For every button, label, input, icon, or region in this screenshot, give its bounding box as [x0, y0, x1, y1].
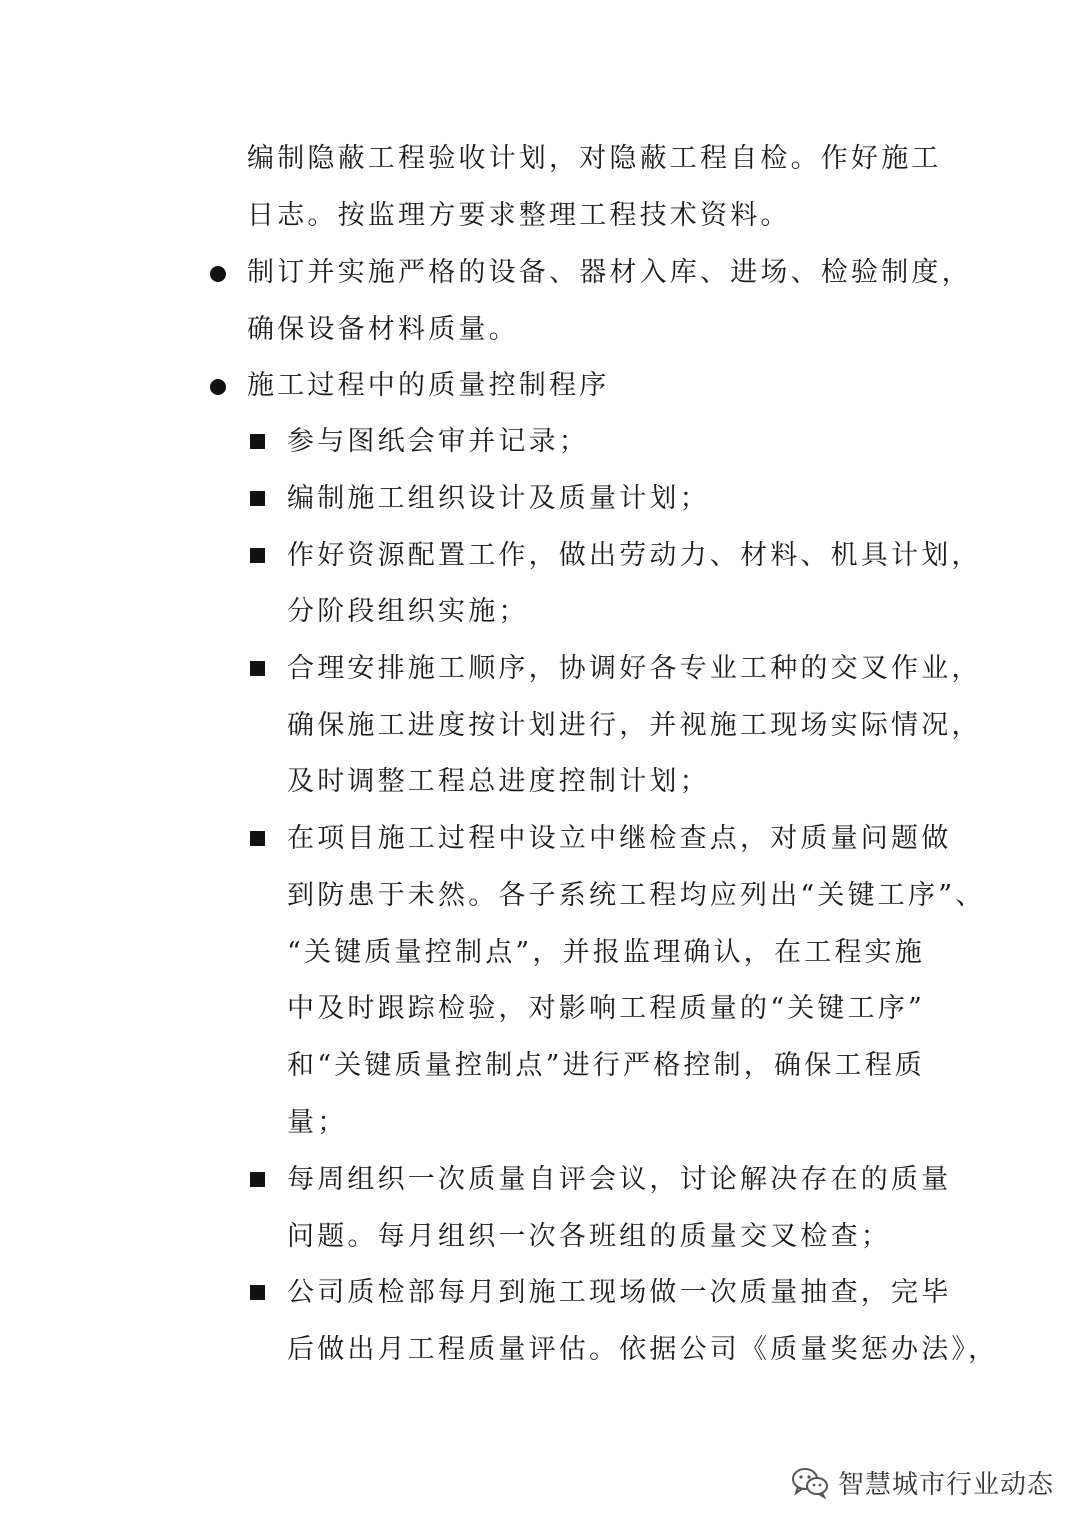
- circle-bullet-icon: [210, 379, 226, 395]
- text-line: 及时调整工程总进度控制计划；: [287, 766, 710, 797]
- text-line: 每周组织一次质量自评会议，讨论解决存在的质量: [287, 1164, 952, 1195]
- text-line: 确保设备材料质量。: [247, 314, 519, 345]
- square-bullet-icon: [250, 491, 265, 506]
- text-line: 后做出月工程质量评估。依据公司《质量奖惩办法》，: [287, 1334, 999, 1365]
- wechat-icon: [790, 1465, 830, 1499]
- text-line: 到防患于未然。各子系统工程均应列出“关键工序”、: [287, 880, 986, 911]
- text-line: 确保施工进度按计划进行，并视施工现场实际情况，: [287, 710, 982, 741]
- square-bullet-icon: [250, 1172, 265, 1187]
- text-line: 公司质检部每月到施工现场做一次质量抽查，完毕: [287, 1277, 952, 1308]
- text-line: 作好资源配置工作，做出劳动力、材料、机具计划，: [287, 540, 982, 571]
- square-bullet-icon: [250, 831, 265, 846]
- circle-bullet-icon: [210, 266, 226, 282]
- text-line: “关键质量控制点”，并报监理确认，在工程实施: [287, 937, 926, 968]
- section-heading: 施工过程中的质量控制程序: [247, 370, 610, 401]
- square-bullet-icon: [250, 661, 265, 676]
- text-line: 和“关键质量控制点”进行严格控制，确保工程质: [287, 1050, 926, 1081]
- text-line: 日志。按监理方要求整理工程技术资料。: [247, 200, 791, 231]
- text-line: 量；: [287, 1107, 348, 1138]
- text-line: 参与图纸会审并记录；: [287, 426, 589, 457]
- square-bullet-icon: [250, 1285, 265, 1300]
- watermark: [790, 1462, 1054, 1502]
- text-line: 在项目施工过程中设立中继检查点，对质量问题做: [287, 823, 952, 854]
- text-line: 制订并实施严格的设备、器材入库、进场、检验制度，: [247, 257, 972, 288]
- text-line: 合理安排施工顺序，协调好各专业工种的交叉作业，: [287, 653, 982, 684]
- watermark-text: 智慧城市行业动态: [838, 1469, 1055, 1500]
- square-bullet-icon: [250, 434, 265, 449]
- text-line: 编制施工组织设计及质量计划；: [287, 483, 710, 514]
- text-line: 分阶段组织实施；: [287, 596, 529, 627]
- text-line: 编制隐蔽工程验收计划，对隐蔽工程自检。作好施工: [247, 143, 942, 174]
- text-line: 问题。每月组织一次各班组的质量交叉检查；: [287, 1221, 891, 1252]
- square-bullet-icon: [250, 548, 265, 563]
- text-line: 中及时跟踪检验，对影响工程质量的“关键工序”: [287, 993, 926, 1024]
